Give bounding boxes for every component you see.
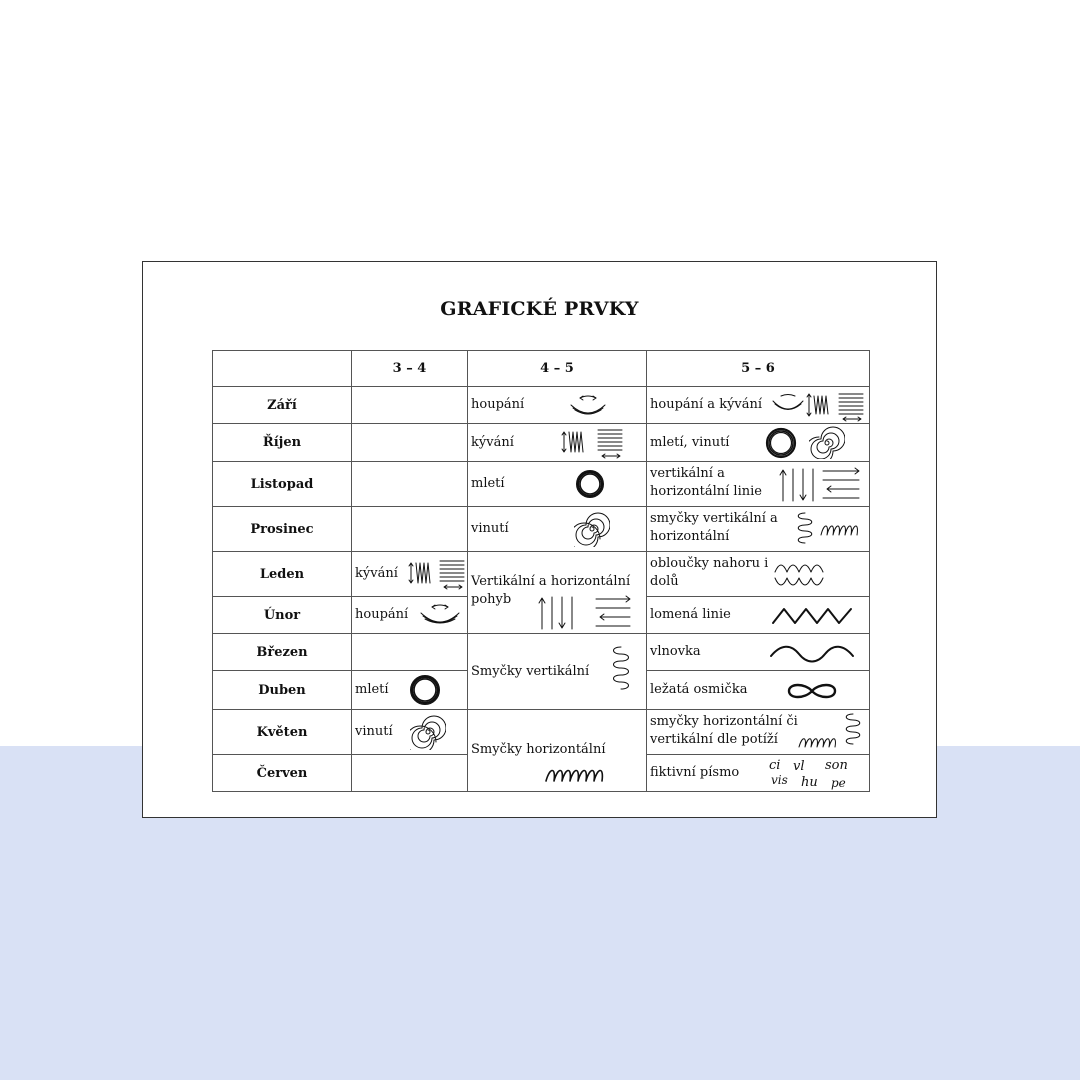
activity-label: mletí [355,682,389,697]
activity-label: mletí [471,476,505,491]
header-age-4-5: 4 – 5 [468,351,647,387]
rocking-zigzag-icon [560,426,626,459]
activity-label: Smyčky horizontální [471,741,606,757]
activity-label: kývání [471,434,514,450]
wave-line-icon [769,644,855,664]
svg-text:hu: hu [801,775,818,790]
month-label: Květen [213,710,352,755]
zigzag-line-icon [771,605,855,627]
vertical-loops-icon [608,645,634,695]
swing-arc-icon [418,601,462,629]
cell-empty [352,755,468,792]
horizontal-loops-icon [797,734,841,750]
spiral-icon [410,714,446,750]
horizontal-loops-icon [819,521,867,539]
activity-label: houpání [355,607,409,622]
activity-label: ležatá osmička [650,682,748,697]
page-title: GRAFICKÉ PRVKY [440,298,639,320]
table-row [213,507,870,552]
activity-label: vertikální a horizontální linie [650,466,762,499]
month-label: Říjen [213,424,352,462]
rocking-zigzag-icon [408,557,468,591]
activity-label: houpání a kývání [650,397,763,412]
month-label: Září [213,387,352,424]
vertical-horizontal-arrows-icon [777,465,869,503]
header-corner [213,351,352,387]
svg-text:vl: vl [793,759,805,774]
month-label: Prosinec [213,507,352,552]
spiral-icon [574,511,610,547]
vertical-loops-icon [841,712,865,752]
activity-label: lomená linie [650,607,731,622]
activity-label: fiktivní písmo [650,765,740,780]
handwriting-icon [765,756,865,790]
horizontal-loops-icon [544,765,612,785]
spiral-icon [809,426,845,459]
activity-label: smyčky vertikální a horizontální [650,511,778,544]
table-row [213,710,870,755]
table-row [213,462,870,507]
rocking-zigzag-icon [805,390,867,422]
month-label: Leden [213,552,352,597]
svg-text:pe: pe [831,776,846,790]
month-label: Duben [213,671,352,710]
activity-label: smyčky horizontální či vertikální dle potíží [650,714,798,747]
activity-label: Smyčky vertikální [471,663,590,679]
activity-label: houpání [471,397,525,412]
document-sheet [142,261,937,818]
table-row [213,387,870,424]
header-age-5-6: 5 – 6 [647,351,870,387]
svg-text:ci: ci [769,758,781,773]
table-row [213,424,870,462]
svg-text:vis: vis [771,773,788,787]
cell-empty [352,462,468,507]
table-header-row [213,351,870,387]
cell-empty [352,507,468,552]
svg-text:son: son [825,758,848,773]
scribble-circle-icon [763,426,799,459]
vertical-loops-icon [793,511,817,547]
activity-label: obloučky nahoru i dolů [650,556,769,589]
arches-icon [771,556,837,594]
activity-label: mletí, vinutí [650,434,730,450]
scribble-circle-icon [574,468,606,500]
scribble-circle-icon [408,674,442,706]
infinity-icon [783,681,841,701]
month-label: Březen [213,634,352,671]
month-label: Listopad [213,462,352,507]
activity-label: Vertikální a horizontální pohyb [471,573,631,607]
activity-label: vinutí [355,724,393,739]
month-label: Únor [213,597,352,634]
table-row [213,552,870,597]
cell-empty [352,387,468,424]
vertical-horizontal-arrows-icon [536,593,636,631]
activity-label: vlnovka [650,644,701,659]
cell-empty [352,424,468,462]
cell-empty [352,634,468,671]
swing-arc-icon [771,391,805,415]
month-label: Červen [213,755,352,792]
table-row [213,634,870,671]
activity-label: vinutí [471,521,509,536]
header-age-3-4: 3 – 4 [352,351,468,387]
graphic-elements-table [212,350,870,792]
swing-arc-icon [568,391,608,419]
activity-label: kývání [355,566,398,581]
